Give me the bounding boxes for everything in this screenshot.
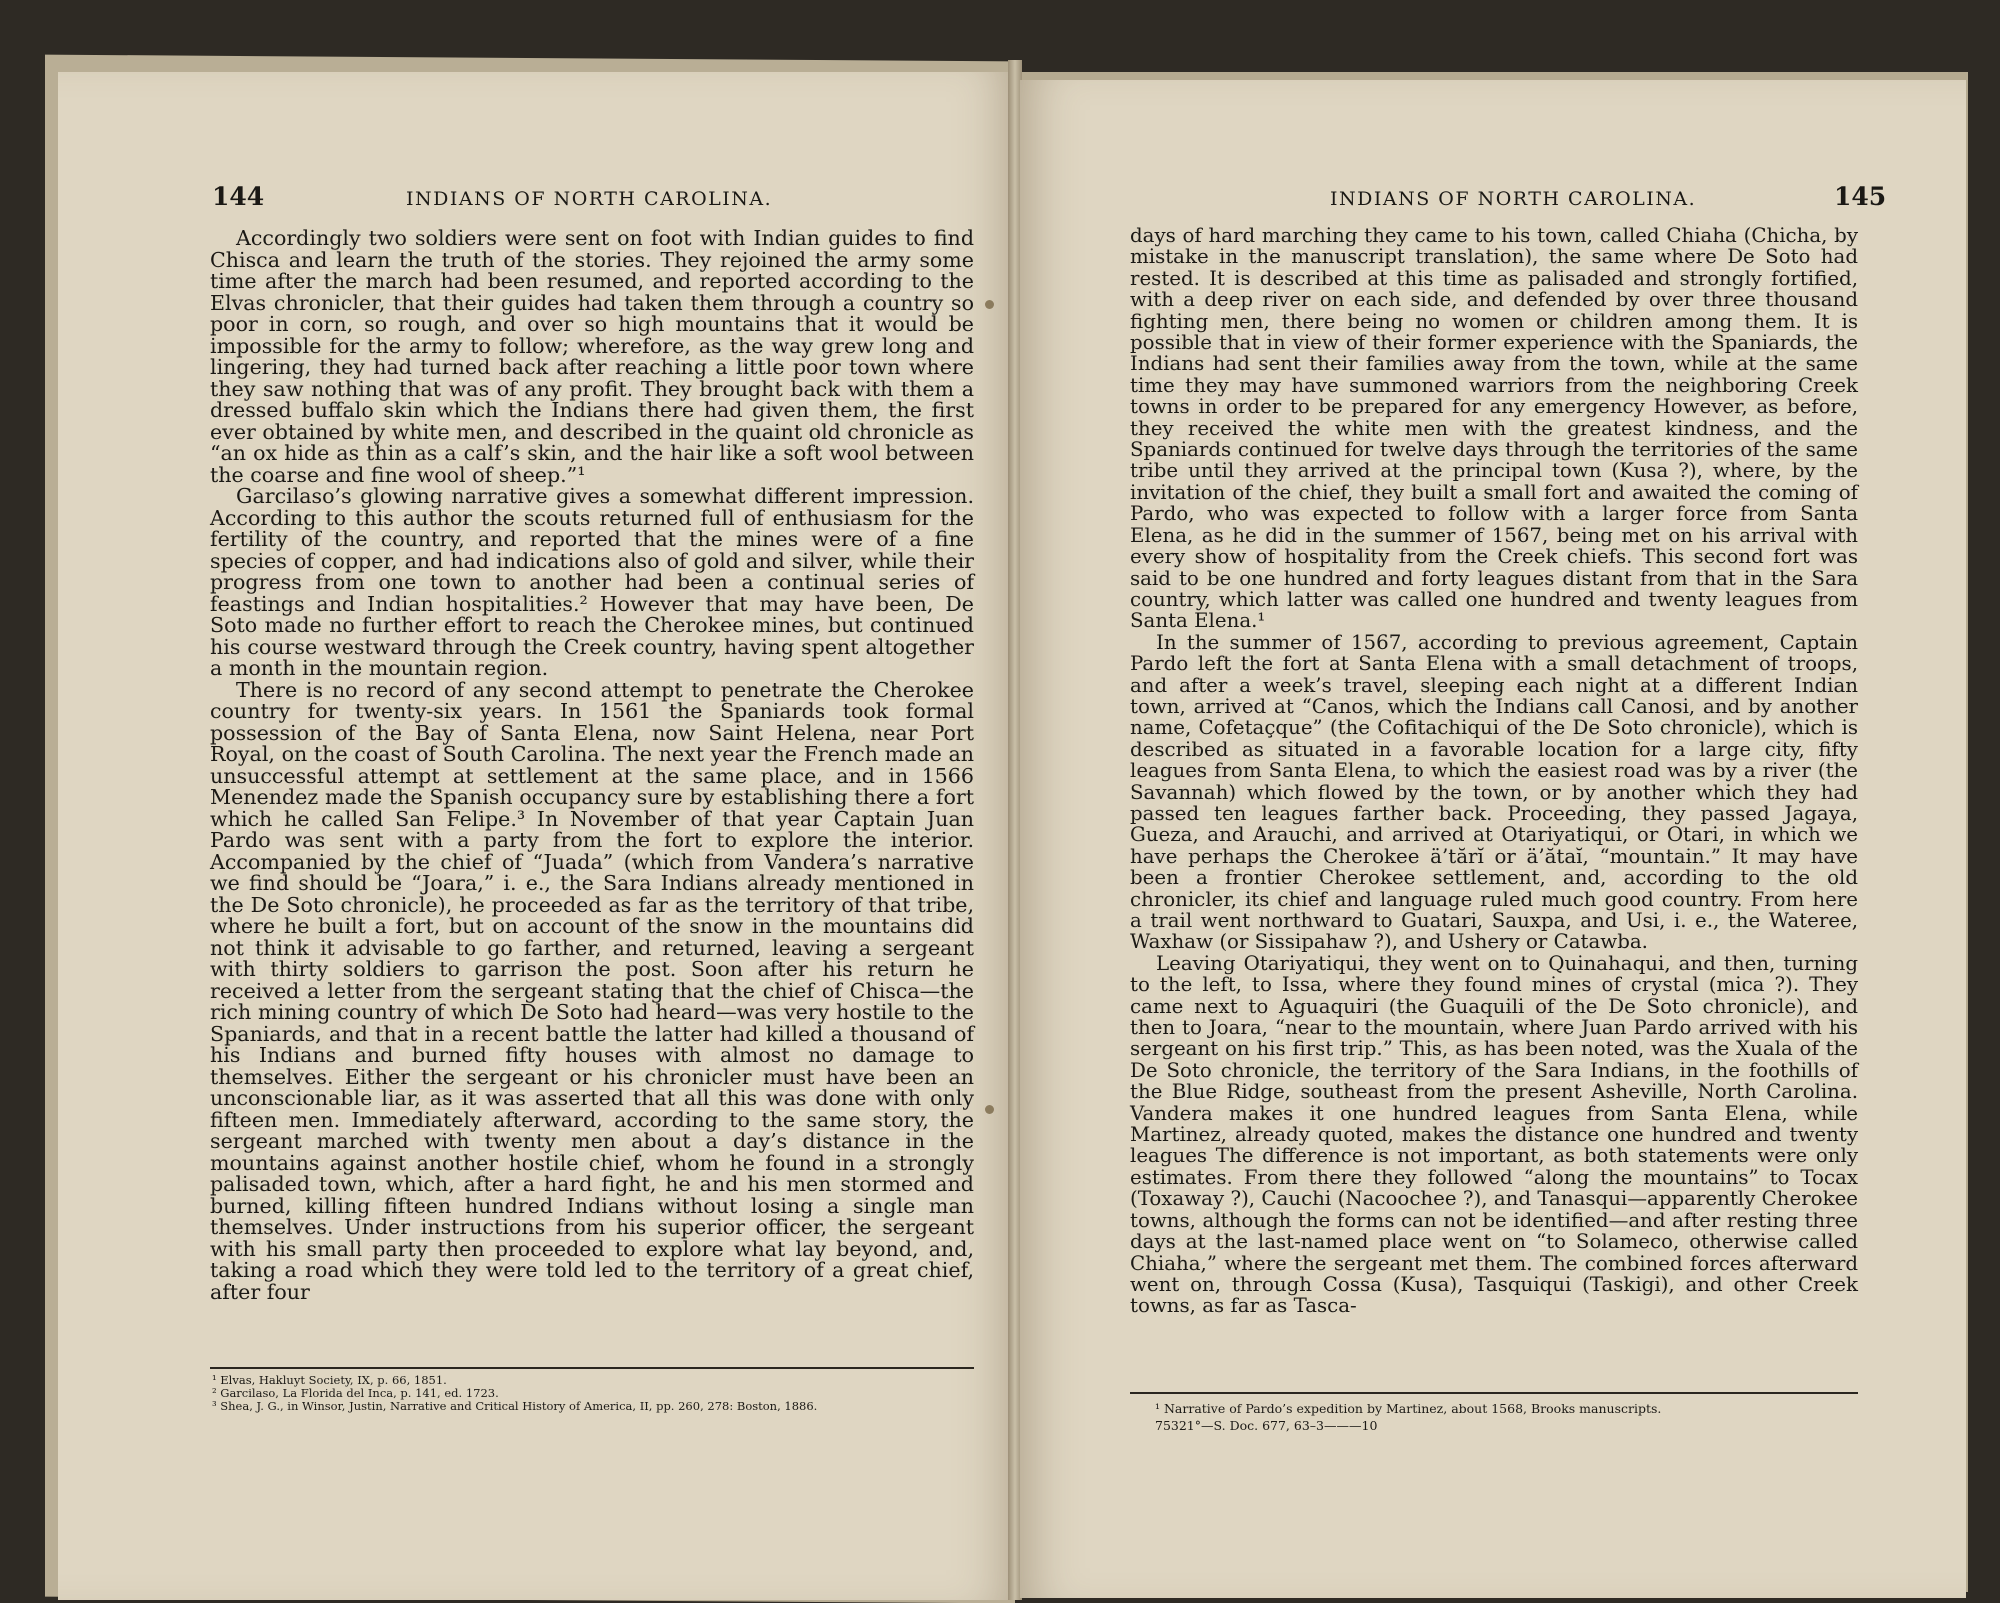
paragraph: In the summer of 1567, according to previous agreement, Captain Pardo left the fort at Santa Elena with a small detachment of troops, and after a week’s travel, sleeping each night at a different Indian town, arrived at “Canos, which the Indians call Canosi, and by another name, Cofetaçque” (the Cofitachiqui of the De Soto chronicle), which is described as situated in a favorable location for a large city, fifty leagues from Santa Elena, to which the easiest road was by a river (the Savannah) which flowed by the town, or by another which they had passed ten leagues farther back. Proceeding, they passed Jagaya, Gueza, and Arauchi, and arrived at Otariyatiqui, or Otari, in which we have perhaps the Cherokee ä’tărĭ or ä’ătaĭ, “mountain.” It may have been a frontier Cherokee settlement, and, according to the old chronicler, its chief and language ruled much good country. From here a trail went northward to Guatari, Sauxpa, and Usi, i. e., the Wateree, Waxhaw (or Sissipahaw ?), and Ushery or Catawba. — [1130, 630, 1858, 954]
running-head: INDIANS OF NORTH CAROLINA. — [1330, 188, 1697, 210]
paragraph: Accordingly two soldiers were sent on foot with Indian guides to find Chisca and learn the truth of the stories. They rejoined the army some time after the march had been resumed, and reported according to the Elvas chronicler, that their guides had taken them through a country so poor in corn, so rough, and over so high mountains that it would be impossible for the army to follow; wherefore, as the way grew long and lingering, they had turned back after reaching a little poor town where they saw nothing that was of any profit. They brought back with them a dressed buffalo skin which the Indians there had given them, the first ever obtained by white men, and described in the quaint old chronicle as “an ox hide as thin as a calf’s skin, and the hair like a soft wool between the coarse and fine wool of sheep.”¹ — [210, 226, 974, 487]
footnote-rule — [1130, 1392, 1858, 1394]
left-page — [58, 72, 1016, 1600]
body-text — [210, 228, 974, 1303]
page-number: 145 — [1834, 182, 1887, 211]
running-head: INDIANS OF NORTH CAROLINA. — [406, 188, 773, 210]
footnote: ² Garcilaso, La Florida del Inca, p. 141, ed. 1723. — [212, 1386, 499, 1400]
footnote-rule — [210, 1367, 974, 1369]
paragraph: There is no record of any second attempt to penetrate the Cherokee country for twenty-six years. In 1561 the Spaniards took formal possession of the Bay of Santa Elena, now Saint Helena, near Port Royal, on the coast of South Carolina. The next year the French made an unsuccessful attempt at settlement at the same place, and in 1566 Menendez made the Spanish occupancy sure by establishing there a fort which he called San Felipe.³ In November of that year Captain Juan Pardo was sent with a party from the fort to explore the interior. Accompanied by the chief of “Juada” (which from Vandera’s narrative we find should be “Joara,” i. e., the Sara Indians already mentioned in the De Soto chronicle), he proceeded as far as the territory of that tribe, where he built a fort, but on account of the snow in the mountains did not think it advisable to go farther, and returned, leaving a sergeant with thirty soldiers to garrison the post. Soon after his return he received a letter from the sergeant stating that the chief of Chisca—the rich mining country of which De Soto had heard—was very hostile to the Spaniards, and that in a recent battle the latter had killed a thousand of his Indians and burned fifty houses with almost no damage to themselves. Either the sergeant or his chronicler must have been an unconscionable liar, as it was asserted that all this was done with only fifteen men. Immediately afterward, according to the same story, the sergeant marched with twenty men about a day’s distance in the mountains against another hostile chief, whom he found in a strongly palisaded town, which, after a hard fight, he and his men stormed and burned, killing fifteen hundred Indians without losing a single man themselves. Under instructions from his superior officer, the sergeant with his small party then proceeded to explore what lay beyond, and, taking a road which they were told led to the territory of a great chief, after four — [210, 677, 974, 1304]
binding-thread-hole — [985, 1105, 994, 1114]
body-text — [1130, 225, 1858, 1317]
print-signature: 75321°—S. Doc. 677, 63–3———10 — [1155, 1418, 1378, 1433]
right-page — [1020, 80, 1966, 1598]
paragraph: Leaving Otariyatiqui, they went on to Quinahaqui, and then, turning to the left, to Issa, where they found mines of crystal (mica ?). They came next to Aguaquiri (the Guaquili of the De Soto chronicle), and then to Joara, “near to the mountain, where Juan Pardo arrived with his sergeant on his first trip.” This, as has been noted, was the Xuala of the De Soto chronicle, the territory of the Sara Indians, in the foothills of the Blue Ridge, southeast from the present Asheville, North Carolina. Vandera makes it one hundred leagues from Santa Elena, while Martinez, already quoted, makes the distance one hundred and twenty leagues The difference is not important, as both statements were only estimates. From there they followed “along the mountains” to Tocax (Toxaway ?), Cauchi (Nacoochee ?), and Tanasqui—apparently Cherokee towns, although the forms can not be identified—and after resting three days at the last-named place went on “to Solameco, otherwise called Chiaha,” where the sergeant met them. The combined forces afterward went on, through Cossa (Kusa), Tasquiqui (Taskigi), and other Creek towns, as far as Tasca- — [1130, 951, 1858, 1318]
binding-thread-hole — [985, 300, 994, 309]
paragraph: Garcilaso’s glowing narrative gives a somewhat different impression. According to this author the scouts returned full of enthusiasm for the fertility of the country, and reported that the mines were of a fine species of copper, and had indications also of gold and silver, while their progress from one town to another had been a continual series of feastings and Indian hospitalities.² However that may have been, De Soto made no further effort to reach the Cherokee mines, but continued his course westward through the Creek country, having spent altogether a month in the mountain region. — [210, 484, 974, 680]
footnote: ³ Shea, J. G., in Winsor, Justin, Narrative and Critical History of America, II, pp. 260, 278: Boston, 1886. — [212, 1399, 818, 1413]
footnotes — [1155, 1400, 1661, 1434]
footnote: ¹ Narrative of Pardo’s expedition by Martinez, about 1568, Brooks manuscripts. — [1155, 1401, 1662, 1416]
footnotes — [212, 1374, 817, 1413]
paragraph: days of hard marching they came to his town, called Chiaha (Chicha, by mistake in the manuscript translation), the same where De Soto had rested. It is described at this time as palisaded and strongly fortified, with a deep river on each side, and defended by over three thousand fighting men, there being no women or children among them. It is possible that in view of their former experience with the Spaniards, the Indians had sent their families away from the town, while at the same time they may have summoned warriors from the neighboring Creek towns in order to be prepared for any emergency However, as before, they received the white men with the greatest kindness, and the Spaniards continued for twelve days through the territories of the same tribe until they arrived at the principal town (Kusa ?), where, by the invitation of the chief, they built a small fort and awaited the coming of Pardo, who was expected to follow with a larger force from Santa Elena, as he did in the summer of 1567, being met on his arrival with every show of hospitality from the Creek chiefs. This second fort was said to be one hundred and forty leagues distant from that in the Sara country, which latter was called one hundred and twenty leagues from Santa Elena.¹ — [1130, 224, 1858, 633]
page-number: 144 — [212, 182, 265, 211]
footnote: ¹ Elvas, Hakluyt Society, IX, p. 66, 1851. — [212, 1373, 447, 1387]
